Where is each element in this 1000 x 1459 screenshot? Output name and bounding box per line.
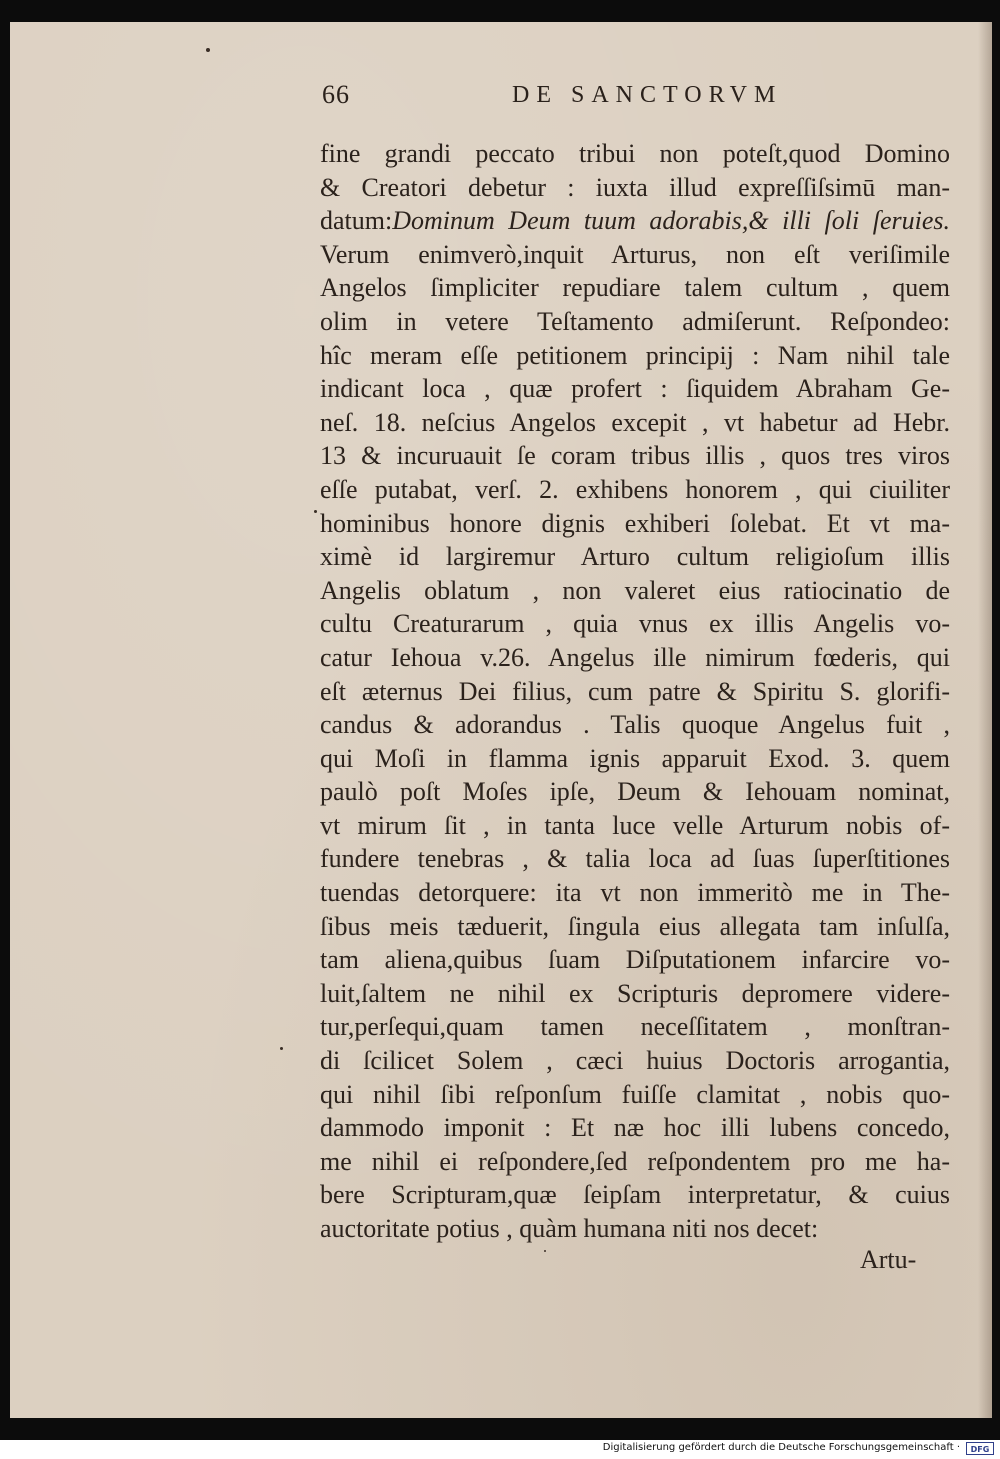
text-line: qui Moſi in flamma ignis apparuit Exod. 3. quem (320, 743, 950, 773)
text-line: Angelos ſimpliciter repudiare talem cultum , quem (320, 273, 950, 303)
footer-bar (0, 1440, 1000, 1459)
text-line: Angelis oblatum , non valeret eius ratiocinatio de (320, 575, 950, 605)
text-line: qui nihil ſibi reſponſum fuiſſe clamitat , nobis quo- (320, 1079, 950, 1109)
text-line: hominibus honore dignis exhiberi ſolebat. Et vt ma- (320, 508, 950, 538)
text-line: candus & adorandus . Talis quoque Angelus fuit , (320, 710, 950, 740)
paper-speck (280, 1047, 283, 1050)
text-roman: datum: (320, 206, 393, 236)
catchword: Artu- (860, 1245, 917, 1274)
text-line: di ſcilicet Solem , cæci huius Doctoris arrogantia, (320, 1046, 950, 1076)
text-line: & Creatori debetur : iuxta illud expreſſiſsimū man- (320, 172, 950, 202)
paper-speck (544, 1250, 546, 1252)
text-line: catur Iehoua v.26. Angelus ille nimirum fœderis, qui (320, 642, 950, 672)
page-number: 66 (322, 80, 350, 109)
text-line: hîc meram eſſe petitionem principij : Nam nihil tale (320, 340, 950, 370)
running-head: DE SANCTORVM (512, 82, 783, 108)
paper-speck (314, 510, 317, 513)
paper-speck (206, 48, 210, 52)
text-line: 13 & incuruauit ſe coram tribus illis , quos tres viros (320, 441, 950, 471)
text-line: tam aliena,quibus ſuam Diſputationem infarcire vo- (320, 945, 950, 975)
text-line: paulò poſt Moſes ipſe, Deum & Iehouam nominat, (320, 777, 950, 807)
text-line: cultu Creaturarum , quia vnus ex illis Angelis vo- (320, 609, 950, 639)
text-line: me nihil ei reſpondere,ſed reſpondentem pro me ha- (320, 1146, 950, 1176)
text-line: neſ. 18. neſcius Angelos excepit , vt habetur ad Hebr. (320, 407, 950, 437)
text-line: luit,ſaltem ne nihil ex Scripturis depromere videre- (320, 978, 950, 1008)
text-line: fine grandi peccato tribui non poteſt,quod Domino (320, 139, 950, 168)
text-italic-quote: Dominum Deum tuum adorabis,& illi ſoli ſeruies. (392, 206, 950, 236)
text-line: eſt æternus Dei filius, cum patre & Spiritu S. glorifi- (320, 676, 950, 706)
text-line: auctoritate potius , quàm humana niti nos decet: (320, 1214, 819, 1243)
text-line: dammodo imponit : Et næ hoc illi lubens concedo, (320, 1113, 950, 1143)
page-header (322, 80, 952, 114)
body-text (320, 137, 950, 1246)
dfg-logo-icon: DFG (966, 1442, 994, 1455)
text-line: tur,perſequi,quam tamen neceſſitatem , monſtran- (320, 1012, 950, 1042)
text-line: bere Scripturam,quæ ſeipſam interpretatur, & cuius (320, 1180, 950, 1210)
text-line: eſſe putabat, verſ. 2. exhibens honorem , qui ciuiliter (320, 474, 950, 504)
text-line: vt mirum ſit , in tanta luce velle Arturum nobis of- (320, 810, 950, 840)
text-line: olim in vetere Teſtamento admiſerunt. Reſpondeo: (320, 306, 950, 336)
text-line: indicant loca , quæ profert : ſiquidem Abraham Ge- (320, 374, 950, 404)
text-line: tuendas detorquere: ita vt non immeritò me in The- (320, 878, 950, 908)
text-line: fundere tenebras , & talia loca ad ſuas ſuperſtitiones (320, 844, 950, 874)
text-line: ximè id largiremur Arturo cultum religioſum illis (320, 542, 950, 572)
text-line: Verum enimverò,inquit Arturus, non eſt veriſimile (320, 239, 950, 269)
text-line (320, 204, 950, 238)
text-line: ſibus meis tæduerit, ſingula eius allegata tam inſulſa, (320, 911, 950, 941)
funding-credit: Digitalisierung gefördert durch die Deutsche Forschungsgemeinschaft · (602, 1442, 960, 1453)
